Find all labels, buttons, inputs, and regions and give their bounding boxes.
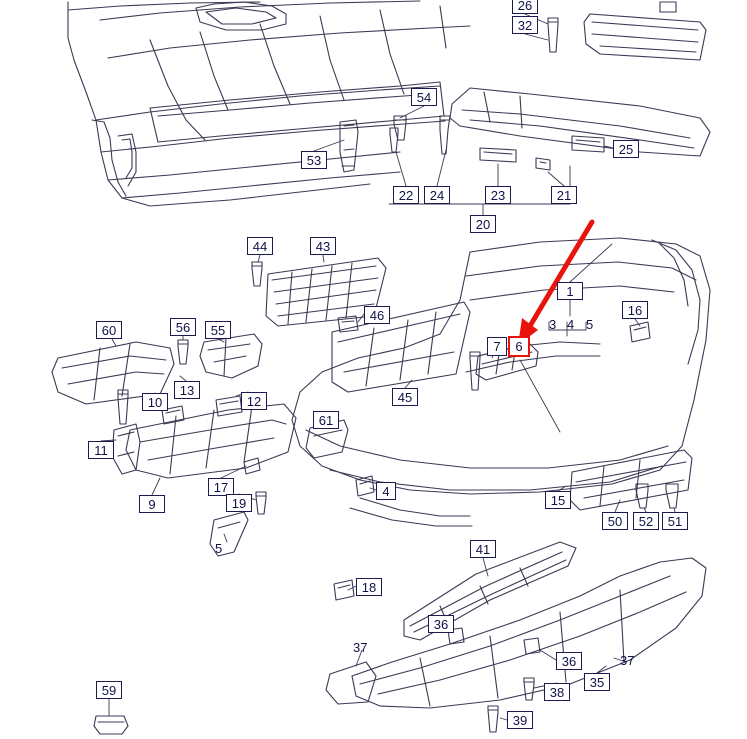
grille-parts (252, 258, 470, 392)
callout-25[interactable]: 25 (613, 140, 639, 158)
callout-56[interactable]: 56 (170, 318, 196, 336)
lower-diffuser-parts (326, 542, 706, 732)
callout-35[interactable]: 35 (584, 673, 610, 691)
callout-9[interactable]: 9 (139, 495, 165, 513)
callout-36[interactable]: 36 (428, 615, 454, 633)
callout-18[interactable]: 18 (356, 578, 382, 596)
callout-51[interactable]: 51 (662, 512, 688, 530)
callout-24[interactable]: 24 (424, 186, 450, 204)
callout-20[interactable]: 20 (470, 215, 496, 233)
leader-lines (101, 14, 675, 720)
callout-32[interactable]: 32 (512, 16, 538, 34)
callout-1[interactable]: 1 (557, 282, 583, 300)
callout-46[interactable]: 46 (364, 306, 390, 324)
callout-6[interactable]: 6 (508, 336, 530, 357)
callout-23[interactable]: 23 (485, 186, 511, 204)
callout-7[interactable]: 7 (487, 337, 507, 356)
callout-38[interactable]: 38 (544, 683, 570, 701)
callout-61[interactable]: 61 (313, 411, 339, 429)
callout-19[interactable]: 19 (226, 494, 252, 512)
callout-39[interactable]: 39 (507, 711, 533, 729)
callout-13[interactable]: 13 (174, 381, 200, 399)
callout-55[interactable]: 55 (205, 321, 231, 339)
callout-15[interactable]: 15 (545, 491, 571, 509)
callout-59[interactable]: 59 (96, 681, 122, 699)
plain-label-5: 5 (586, 317, 594, 332)
callout-43[interactable]: 43 (310, 237, 336, 255)
callout-44[interactable]: 44 (247, 237, 273, 255)
vehicle-body-outline (68, 1, 470, 206)
callout-12[interactable]: 12 (241, 392, 267, 410)
callout-60[interactable]: 60 (96, 321, 122, 339)
callout-16[interactable]: 16 (622, 301, 648, 319)
callout-54[interactable]: 54 (411, 88, 437, 106)
callout-11[interactable]: 11 (88, 441, 114, 459)
callout-4[interactable]: 4 (376, 482, 396, 500)
callout-52[interactable]: 52 (633, 512, 659, 530)
plain-label-3: 3 (549, 317, 557, 332)
callout-22[interactable]: 22 (393, 186, 419, 204)
callout-10[interactable]: 10 (142, 393, 168, 411)
rear-bumper-cover (292, 238, 710, 600)
plain-label-37: 37 (620, 653, 635, 668)
callout-45[interactable]: 45 (392, 388, 418, 406)
callout-36[interactable]: 36 (556, 652, 582, 670)
callout-21[interactable]: 21 (551, 186, 577, 204)
callout-26[interactable]: 26 (512, 0, 538, 14)
callout-50[interactable]: 50 (602, 512, 628, 530)
plain-label-37: 37 (353, 640, 368, 655)
plain-label-4: 4 (567, 317, 575, 332)
callout-53[interactable]: 53 (301, 151, 327, 169)
callout-41[interactable]: 41 (470, 540, 496, 558)
part-59-cap (94, 716, 128, 734)
callout-17[interactable]: 17 (208, 478, 234, 496)
plain-label-5: 5 (215, 541, 223, 556)
